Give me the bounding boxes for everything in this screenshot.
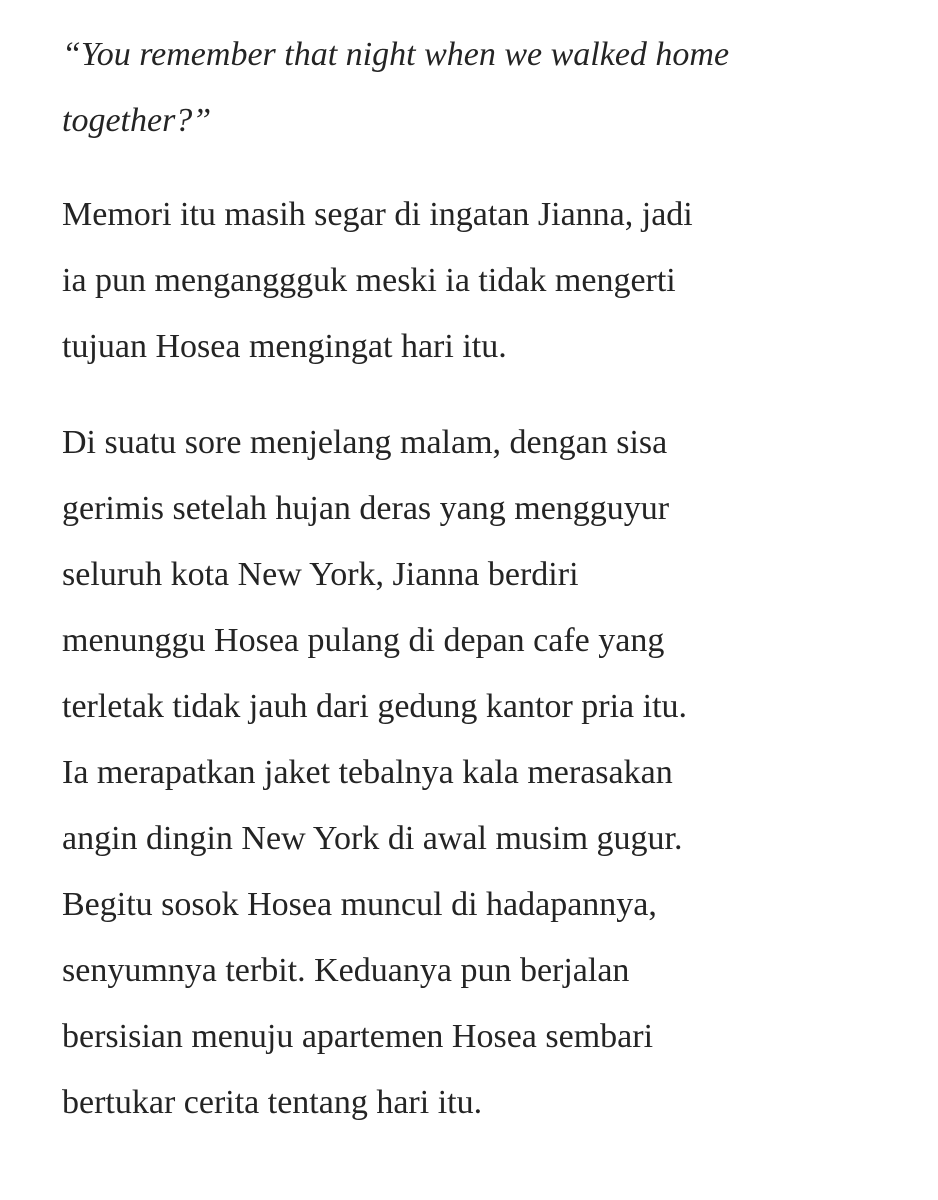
paragraph-line: Begitu sosok Hosea muncul di hadapannya, — [62, 886, 657, 923]
dialogue-quote — [62, 22, 862, 154]
quote-line: “You remember that night when we walked home — [62, 36, 730, 73]
paragraph-line: tujuan Hosea mengingat hari itu. — [62, 328, 507, 365]
article-body — [62, 22, 862, 1136]
quote-line: together?” — [62, 102, 212, 139]
paragraph-line: seluruh kota New York, Jianna berdiri — [62, 556, 579, 593]
paragraph-line: senyumnya terbit. Keduanya pun berjalan — [62, 952, 630, 989]
paragraph-line: Ia merapatkan jaket tebalnya kala merasakan — [62, 754, 673, 791]
paragraph-line: gerimis setelah hujan deras yang mengguyur — [62, 490, 670, 527]
paragraph-line: Memori itu masih segar di ingatan Jianna, jadi — [62, 196, 693, 233]
paragraph-line: angin dingin New York di awal musim gugur. — [62, 820, 683, 857]
paragraph-evening — [62, 410, 862, 1136]
paragraph-line: bersisian menuju apartemen Hosea sembari — [62, 1018, 654, 1055]
paragraph-line: menunggu Hosea pulang di depan cafe yang — [62, 622, 665, 659]
paragraph-line: ia pun menganggguk meski ia tidak mengerti — [62, 262, 676, 299]
paragraph-memory — [62, 182, 862, 380]
paragraph-line: Di suatu sore menjelang malam, dengan sisa — [62, 424, 668, 461]
paragraph-line: bertukar cerita tentang hari itu. — [62, 1084, 483, 1121]
paragraph-line: terletak tidak jauh dari gedung kantor pria itu. — [62, 688, 688, 725]
